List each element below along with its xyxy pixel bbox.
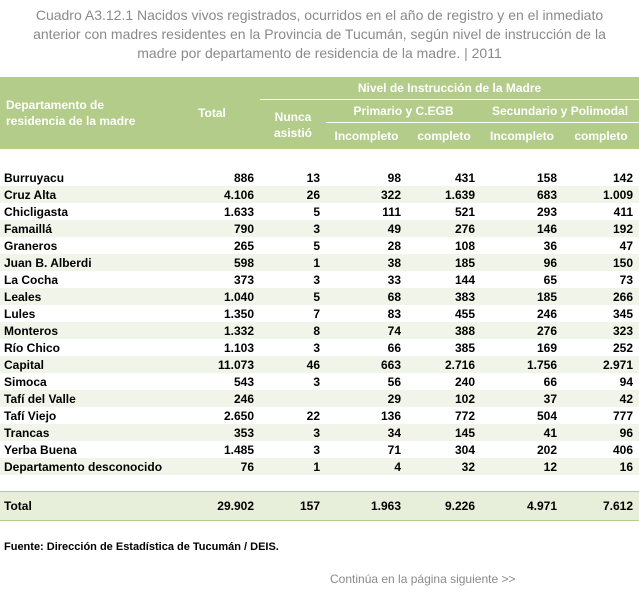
table-row [0,322,639,339]
cell-sec-comp: 192 [563,220,639,237]
table-row [0,356,639,373]
cell-total: 1.350 [223,306,254,321]
header-nunca-asistio [260,100,326,150]
table-header [0,77,639,149]
cell-nunca: 26 [260,186,326,203]
cell-total: 543 [233,374,254,389]
cell-nunca: 3 [313,374,320,389]
table-row [0,254,639,271]
cell-sec-comp: 2.971 [563,356,639,373]
cell-total: 353 [164,424,260,441]
cell-sec-inc: 41 [481,424,563,441]
total-row [0,492,639,521]
cell-sec-inc: 66 [543,374,557,389]
cell-prim-inc: 136 [380,408,401,423]
cell-departamento: Lules [4,306,36,321]
cell-prim-comp: 431 [454,170,475,185]
table-row [0,305,639,322]
cell-sec-comp: 94 [619,374,634,389]
table-row [0,407,639,424]
header-nivel-instruccion: Nivel de Instrucción de la Madre [260,77,639,100]
cell-sec-inc: 146 [481,220,563,237]
cell-sec-comp: 150 [563,254,639,271]
cell-prim-comp: 1.639 [407,186,481,203]
cell-prim-comp: 521 [454,204,475,219]
cell-total: 4.106 [164,186,260,203]
cell-nunca: 3 [260,424,326,441]
source-note: Fuente: Dirección de Estadística de Tucumán / DEIS. [4,541,279,553]
table-row [0,203,639,220]
header-secundario-completo: completo [563,123,639,150]
table-row [0,271,639,288]
cell-total: 886 [233,170,254,185]
cell-prim-inc: 28 [387,238,401,253]
cell-sec-comp: 406 [613,442,634,457]
cell-total-sec-inc: 4.971 [481,492,563,521]
cell-total: 598 [164,254,260,271]
cell-departamento: Cruz Alta [0,186,164,203]
cell-prim-comp: 185 [407,254,481,271]
cell-departamento: Tafí del Valle [0,390,164,407]
cell-total: 1.633 [223,204,254,219]
cell-departamento: Trancas [0,424,164,441]
cell-prim-comp: 32 [407,458,481,475]
cell-total: 1.485 [223,442,254,457]
cell-nunca: 5 [313,204,320,219]
cell-departamento: Tafí Viejo [4,408,57,423]
table-row [0,373,639,390]
cell-departamento: Burruyacu [4,170,65,185]
table-row [0,441,639,458]
cell-nunca: 7 [313,306,320,321]
cell-total: 76 [164,458,260,475]
cell-sec-comp: 142 [613,170,634,185]
title-line-2: anterior con madres residentes en la Provincia de Tucumán, según nivel de instrucción de la [33,26,606,42]
header-nunca-line1: Nunca [274,109,312,124]
cell-prim-comp: 304 [454,442,475,457]
cell-nunca: 46 [260,356,326,373]
continue-next-page-link[interactable]: Continúa en la página siguiente >> [330,572,516,586]
cell-nunca [260,390,326,407]
cell-sec-comp: 252 [613,340,634,355]
cell-departamento: Departamento desconocido [0,458,164,475]
cell-total: 246 [164,390,260,407]
cell-sec-inc: 169 [536,340,557,355]
cell-total-prim-comp: 9.226 [407,492,481,521]
cell-departamento: Famaillá [0,220,164,237]
cell-prim-inc: 322 [326,186,407,203]
cell-sec-inc: 1.756 [481,356,563,373]
cell-nunca: 3 [313,340,320,355]
cell-nunca: 13 [306,170,320,185]
cell-nunca: 1 [260,458,326,475]
cell-nunca: 3 [260,220,326,237]
cell-departamento: Simoca [4,374,47,389]
cell-prim-comp: 102 [407,390,481,407]
title-line-1: Cuadro A3.12.1 Nacidos vivos registrados, ocurridos en el año de registro y en el inmediato [35,7,604,23]
cell-prim-inc: 38 [326,254,407,271]
cell-sec-inc: 683 [481,186,563,203]
table-row [0,237,639,254]
header-secundario: Secundario y Polimodal [481,100,639,123]
cell-sec-comp: 73 [619,272,634,287]
cell-total-nunca: 157 [260,492,326,521]
cell-sec-comp: 16 [563,458,639,475]
cell-departamento: Monteros [0,322,164,339]
cell-prim-inc: 83 [387,306,401,321]
table-row [0,169,639,186]
cell-sec-inc: 37 [481,390,563,407]
cell-prim-inc: 33 [387,272,401,287]
cell-prim-comp: 385 [454,340,475,355]
table-row [0,288,639,305]
cell-prim-inc: 34 [326,424,407,441]
header-primario-completo: completo [407,123,481,150]
header-total: Total [164,77,260,149]
cell-departamento: La Cocha [4,272,59,287]
cell-sec-comp: 96 [563,424,639,441]
cell-sec-comp: 411 [613,204,634,219]
cell-sec-comp: 1.009 [563,186,639,203]
cell-sec-inc: 246 [536,306,557,321]
cell-total: 1.332 [164,322,260,339]
cell-sec-inc: 12 [481,458,563,475]
cell-sec-inc: 65 [543,272,557,287]
cell-nunca: 5 [313,238,320,253]
table-row [0,339,639,356]
cell-sec-comp: 47 [619,238,634,253]
table-row [0,220,639,237]
cell-nunca: 22 [306,408,320,423]
cell-prim-comp: 2.716 [407,356,481,373]
cell-total: 790 [164,220,260,237]
cell-prim-inc: 49 [326,220,407,237]
cell-prim-inc: 111 [382,204,401,219]
cell-sec-inc: 293 [536,204,557,219]
header-primario: Primario y C.EGB [326,100,481,123]
cell-sec-comp: 42 [563,390,639,407]
cell-prim-comp: 276 [407,220,481,237]
table-row [0,458,639,475]
cell-total: 373 [233,272,254,287]
header-departamento-line2: residencia de la madre [6,114,136,128]
table-row [0,424,639,441]
cell-sec-inc: 202 [536,442,557,457]
cell-total: 265 [233,238,254,253]
cell-nunca: 1 [260,254,326,271]
cell-prim-comp: 772 [454,408,475,423]
cell-prim-inc: 4 [326,458,407,475]
cell-departamento: Chicligasta [4,204,69,219]
table-body [0,149,639,521]
cell-prim-comp: 455 [454,306,475,321]
cell-sec-inc: 185 [481,288,563,305]
cell-prim-comp: 108 [454,238,475,253]
cell-total: 1.040 [164,288,260,305]
data-table [0,77,639,521]
cell-sec-inc: 36 [543,238,557,253]
cell-total-sec-comp: 7.612 [563,492,639,521]
cell-sec-comp: 323 [563,322,639,339]
table-title [0,6,639,63]
header-secundario-incompleto: Incompleto [481,123,563,150]
cell-sec-inc: 96 [481,254,563,271]
cell-prim-inc: 98 [387,170,401,185]
cell-departamento: Río Chico [4,340,60,355]
cell-sec-comp: 266 [563,288,639,305]
cell-sec-comp: 345 [613,306,634,321]
cell-departamento: Graneros [4,238,58,253]
cell-sec-inc: 504 [536,408,557,423]
cell-total-label: Total [0,492,164,521]
cell-departamento: Capital [0,356,164,373]
cell-prim-inc: 68 [326,288,407,305]
cell-prim-inc: 74 [326,322,407,339]
table-row [0,186,639,203]
header-nunca-line2: asistió [273,125,312,140]
cell-total-prim-inc: 1.963 [326,492,407,521]
cell-sec-inc: 158 [536,170,557,185]
cell-prim-inc: 66 [387,340,401,355]
cell-total-total: 29.902 [164,492,260,521]
header-primario-incompleto: Incompleto [326,123,407,150]
cell-departamento: Juan B. Alberdi [0,254,164,271]
header-departamento-line1: Departamento de [6,98,105,112]
cell-nunca: 3 [313,272,320,287]
cell-total: 11.073 [164,356,260,373]
cell-nunca: 3 [313,442,320,457]
table-row [0,390,639,407]
cell-nunca: 8 [260,322,326,339]
cell-nunca: 5 [260,288,326,305]
cell-total: 1.103 [223,340,254,355]
cell-prim-inc: 56 [387,374,401,389]
cell-prim-comp: 145 [407,424,481,441]
cell-total: 2.650 [223,408,254,423]
cell-prim-comp: 388 [407,322,481,339]
title-line-3: madre por departamento de residencia de la madre. | 2011 [137,45,502,61]
cell-prim-inc: 29 [326,390,407,407]
cell-prim-inc: 663 [326,356,407,373]
cell-prim-inc: 71 [387,442,401,457]
cell-sec-comp: 777 [613,408,634,423]
cell-prim-comp: 383 [407,288,481,305]
cell-sec-inc: 276 [481,322,563,339]
cell-departamento: Leales [0,288,164,305]
cell-departamento: Yerba Buena [4,442,77,457]
cell-prim-comp: 144 [454,272,475,287]
header-departamento [0,77,164,149]
cell-prim-comp: 240 [454,374,475,389]
